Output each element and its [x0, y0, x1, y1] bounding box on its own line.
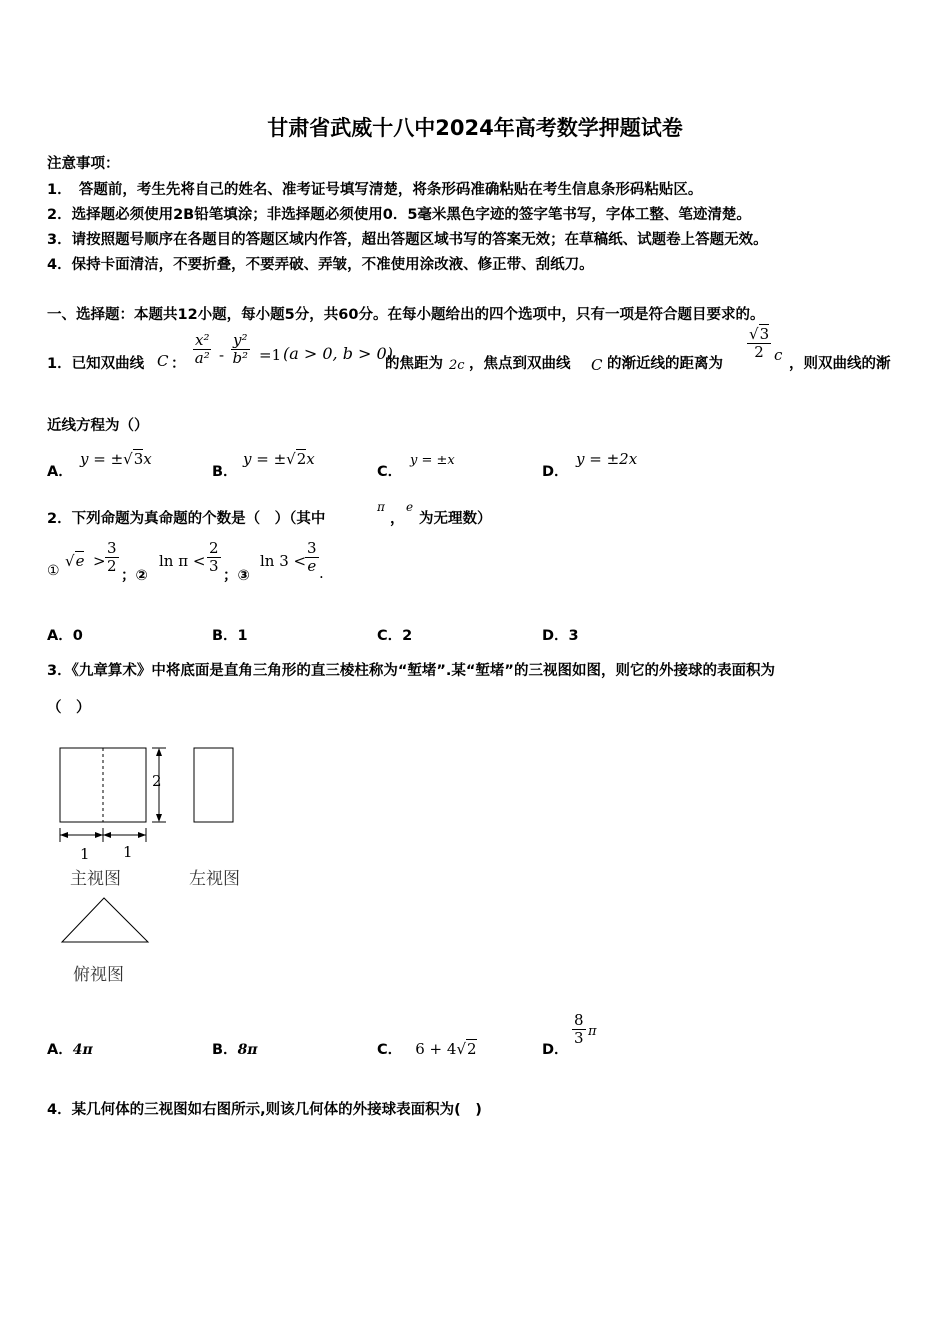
question-3-option-d[interactable]: D． $\frac{8}{3}$ π: [542, 1011, 597, 1058]
question-3-option-b[interactable]: B．8π: [212, 1042, 258, 1058]
notes-item: 3．请按照题号顺序在各题目的答题区域内作答，超出答题区域书写的答案无效；在草稿纸、试题卷上答题无效。: [47, 232, 768, 248]
fraction-x2-a2: $\frac{\text{x²}}{\text{a²}}$: [194, 331, 210, 367]
notes-item: 1． 答题前，考生先将自己的姓名、准考证号填写清楚，将条形码准确粘贴在考生信息条形码粘贴区。: [47, 182, 703, 198]
top-view-triangle: [62, 898, 148, 942]
question-1-stem: 1．已知双曲线 C ： $\frac{\text{x²}}{\text{a²}}$ - $\frac{\text{y²}}{\text{b²}}$ =1 (a > 0, b > 0) 的焦距为 2c ，焦点到双曲线 C 的渐近线的距离为 $\frac{√3}{2}$ c ，则双曲线的渐: [47, 325, 891, 374]
dim-label-width: 1: [123, 843, 133, 861]
question-3-stem: 3．《九章算术》中将底面是直角三角形的直三棱柱称为“堑堵”.某“堑堵”的三视图如图，则它的外接球的表面积为: [47, 663, 775, 679]
dim-label-height: 2: [152, 772, 162, 790]
arrow-left-icon: [103, 832, 111, 838]
question-2-option-d[interactable]: D．3: [542, 628, 579, 644]
left-view-label: 左视图: [189, 869, 240, 889]
question-3-stem-cont: （ ）: [47, 700, 91, 716]
left-view-rect: [194, 748, 233, 822]
arrow-right-icon: [95, 832, 103, 838]
question-2-option-a[interactable]: A．0: [47, 628, 83, 644]
page-title: 甘肃省武威十八中2024年高考数学押题试卷: [267, 116, 683, 140]
arrow-down-icon: [156, 814, 162, 822]
section-heading: 一、选择题：本题共12小题，每小题5分，共60分。在每小题给出的四个选项中，只有一项是符合题目要求的。: [47, 307, 765, 323]
question-2-option-c[interactable]: C．2: [377, 628, 413, 644]
notes-item: 4．保持卡面清洁，不要折叠，不要弄破、弄皱，不准使用涂改液、修正带、刮纸刀。: [47, 257, 594, 273]
fraction-y2-b2: $\frac{\text{y²}}{\text{b²}}$: [232, 331, 249, 367]
arrow-up-icon: [156, 748, 162, 756]
question-3-option-a[interactable]: A．4π: [47, 1042, 93, 1058]
notes-heading: 注意事项：: [47, 156, 120, 172]
arrow-right-icon: [138, 832, 146, 838]
front-view-label: 主视图: [70, 869, 121, 889]
dim-label-width: 1: [80, 845, 90, 863]
question-3-option-c[interactable]: C． 6 + 4√2: [377, 1040, 477, 1058]
question-2-option-b[interactable]: B．1: [212, 628, 248, 644]
arrow-left-icon: [60, 832, 68, 838]
question-2-statements: ① √e > $\frac{3}{2}$ ；② ln π < $\frac{2}{3}$ ；③ ln 3 < $\frac{3}{e}$ .: [47, 539, 324, 584]
notes-item: 2．选择题必须使用2B铅笔填涂；非选择题必须使用0．5毫米黑色字迹的签字笔书写，字体工整、笔迹清楚。: [47, 207, 751, 223]
question-1-stem-cont: 近线方程为（）: [47, 418, 149, 434]
question-2-stem: 2．下列命题为真命题的个数是（ ）（其中 π ， e 为无理数）: [47, 500, 492, 527]
top-view-label: 俯视图: [73, 965, 124, 985]
question-4-stem: 4．某几何体的三视图如右图所示,则该几何体的外接球表面积为( ): [47, 1102, 482, 1118]
fraction-sqrt3-2: $\frac{√3}{2}$: [749, 325, 770, 361]
